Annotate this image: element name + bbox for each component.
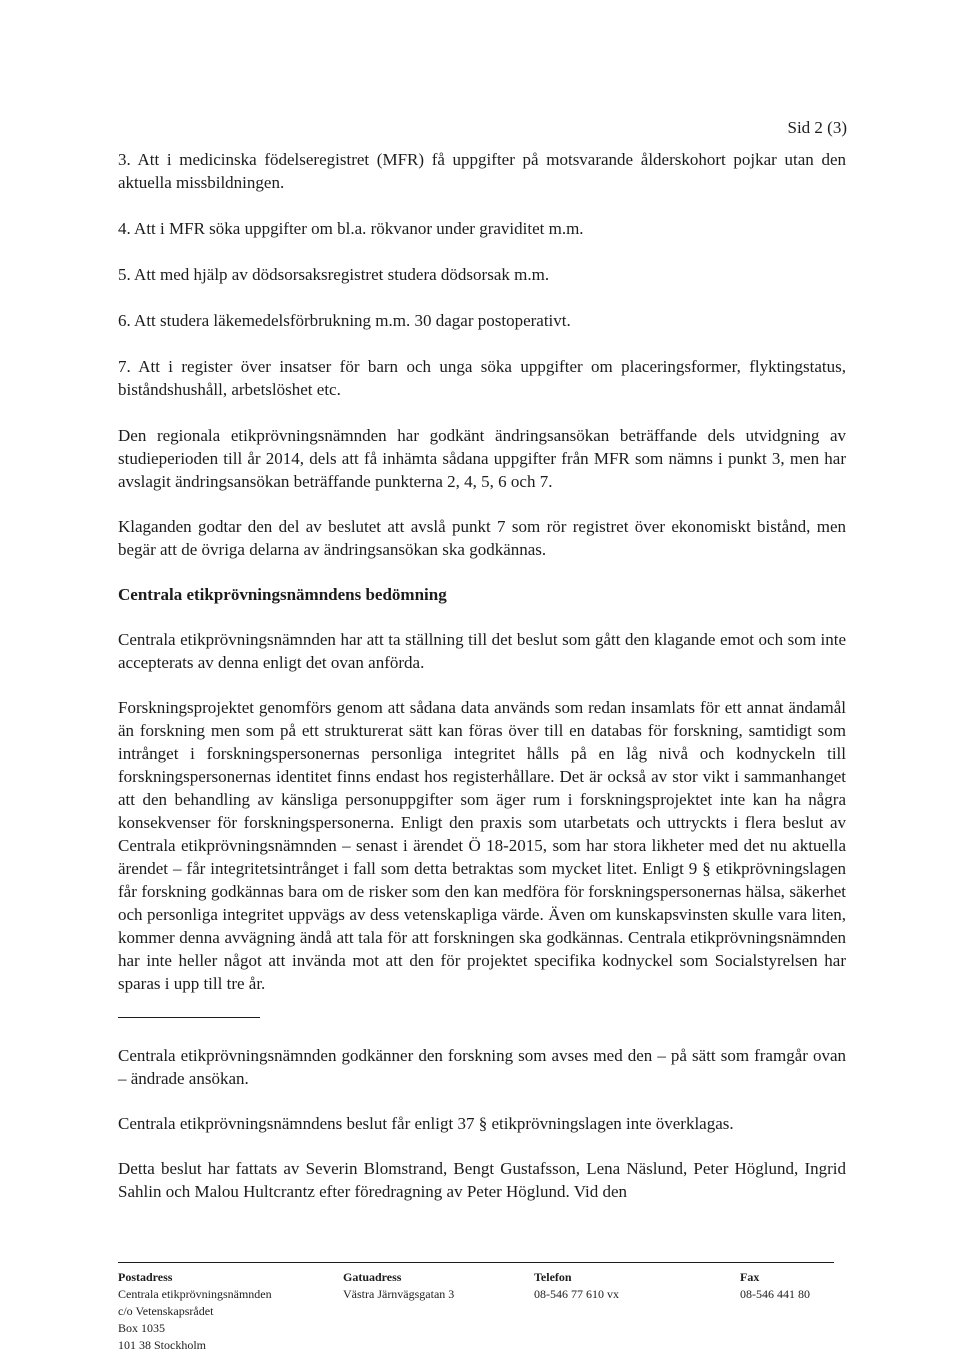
footer-fax (740, 1269, 810, 1303)
assessment-main-paragraph: Forskningsprojektet genomförs genom att sådana data används som redan insamlats för ett annat ändamål än forskning men som på ett strukturerat sätt kan föras över till en databas för forskning, samtidigt som intrånget i forskningspersonernas personliga integritet hålls på en låg nivå och kodnyckeln till forskningspersonernas identitet finns endast hos registerhållare. Det är också av stor vikt i sammanhanget att den behandling av känsliga personuppgifter som äger rum i forskningsprojektet inte kan ha några konsekvenser för forskningspersonerna. Enligt den praxis som utarbetats och uttryckts i flera beslut av Centrala etikprövningsnämnden – senast i ärendet Ö 18-2015, som har stora likheter med det nu aktuella ärendet – får integritetsintrånget i fall som detta betraktas som mycket litet. Enligt 9 § etikprövningslagen får forskning godkännas bara om de risker som den kan medföra för forskningspersonernas hälsa, säkerhet och personliga integritet uppvägs av dess vetenskapliga värde. Även om kunskapsvinsten skulle vara liten, kommer denna avvägning ändå att tala för att forskningen ska godkännas. Centrala etikprövningsnämnden har inte heller något att invända mot att den för projektet specifika kodnyckel som Socialstyrelsen har sparas i upp till tre år. (118, 698, 846, 993)
page-number: Sid 2 (3) (787, 118, 847, 137)
appellant-paragraph: Klaganden godtar den del av beslutet att avslå punkt 7 som rör registret över ekonomiskt bistånd, men begär att de övriga delarna av ändringsansökan ska godkännas. (118, 517, 846, 559)
list-item-6: 6. Att studera läkemedelsförbrukning m.m. 30 dagar postoperativt. (118, 311, 571, 330)
assessment-intro-paragraph: Centrala etikprövningsnämnden har att ta ställning till det beslut som gått den klagande emot och som inte accepterats av denna enligt det ovan anförda. (118, 630, 846, 672)
footer-phone-value: 08-546 77 610 vx (534, 1287, 619, 1301)
footer-street-value: Västra Järnvägsgatan 3 (343, 1287, 455, 1301)
footer-street-address (343, 1269, 454, 1303)
footer-postal-line: c/o Vetenskapsrådet (118, 1304, 214, 1318)
footer-postal-heading: Postadress (118, 1270, 173, 1284)
list-item-4: 4. Att i MFR söka uppgifter om bl.a. rökvanor under graviditet m.m. (118, 219, 584, 238)
footer-postal-line: Box 1035 (118, 1321, 166, 1335)
list-item-5: 5. Att med hjälp av dödsorsaksregistret studera dödsorsak m.m. (118, 265, 550, 284)
list-item-3: 3. Att i medicinska födelseregistret (MFR) få uppgifter på motsvarande ålderskohort pojkar utan den aktuella missbildningen. (118, 150, 846, 192)
decision-makers-paragraph: Detta beslut har fattats av Severin Blomstrand, Bengt Gustafsson, Lena Näslund, Peter Höglund, Ingrid Sahlin och Malou Hultcrantz efter föredragning av Peter Höglund. Vid den (118, 1159, 846, 1201)
regional-decision-paragraph: Den regionala etikprövningsnämnden har godkänt ändringsansökan beträffande dels utvidgning av studieperioden till år 2014, dels att få inhämta sådana uppgifter från MFR som nämns i punkt 3, men har avslagit ändringsansökan beträffande punkterna 2, 4, 5, 6 och 7. (118, 426, 846, 491)
no-appeal-paragraph: Centrala etikprövningsnämndens beslut får enligt 37 § etikprövningslagen inte överklagas. (118, 1114, 734, 1133)
footer-postal-line: 101 38 Stockholm (118, 1338, 207, 1352)
footer-fax-heading: Fax (740, 1270, 760, 1284)
section-heading: Centrala etikprövningsnämndens bedömning (118, 585, 447, 604)
footer-postal-address (118, 1269, 272, 1354)
footer-divider (118, 1262, 834, 1263)
footer-phone (534, 1269, 619, 1303)
footer-phone-heading: Telefon (534, 1270, 572, 1284)
approval-paragraph: Centrala etikprövningsnämnden godkänner den forskning som avses med den – på sätt som framgår ovan – ändrade ansökan. (118, 1046, 846, 1088)
separator-line (118, 1017, 260, 1018)
footer-postal-line: Centrala etikprövningsnämnden (118, 1287, 272, 1301)
document-body (118, 148, 846, 1225)
footer-fax-value: 08-546 441 80 (740, 1287, 810, 1301)
footer-street-heading: Gatuadress (343, 1270, 402, 1284)
list-item-7: 7. Att i register över insatser för barn och unga söka uppgifter om placeringsformer, flyktingstatus, biståndshushåll, arbetslöshet etc. (118, 357, 846, 399)
